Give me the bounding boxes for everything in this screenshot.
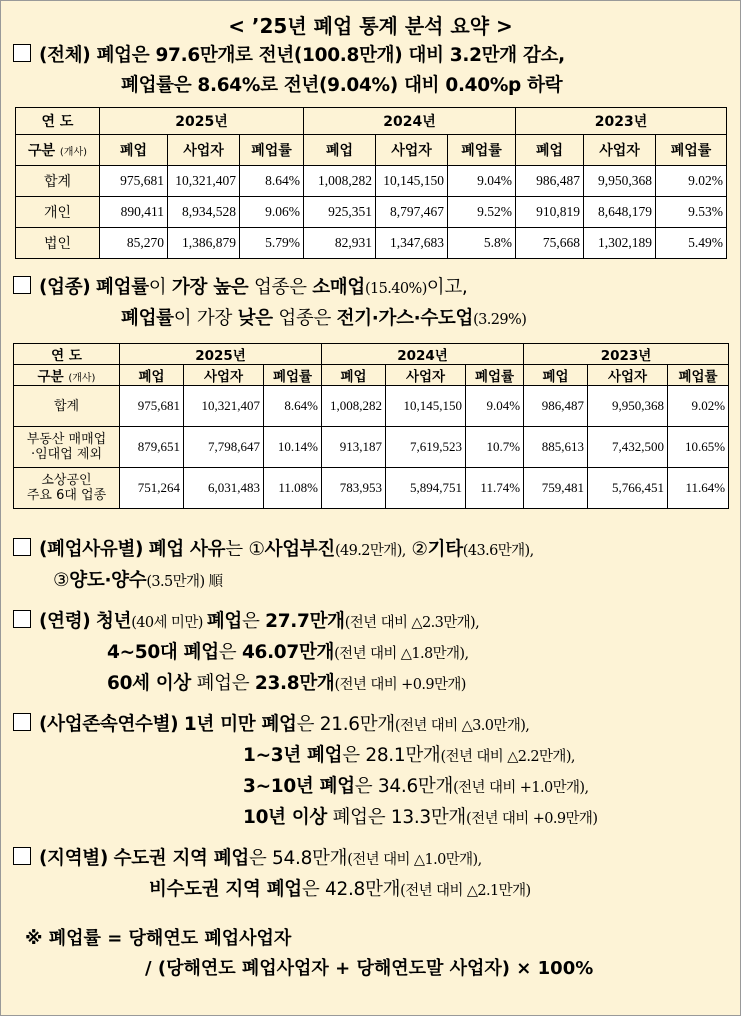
cell: 7,432,500 — [588, 427, 668, 468]
text-span: 은 42.8만개 — [301, 879, 401, 900]
text-span: 이 가장 — [173, 308, 238, 329]
text-span: 전기·가스·수도업 — [336, 308, 474, 329]
cell: 986,487 — [516, 166, 584, 197]
cell: 8.64% — [240, 166, 304, 197]
text-span: 폐업률 — [96, 277, 149, 298]
text-span: (전년 대비 △2.3만개), — [344, 615, 480, 631]
reason-section — [13, 535, 728, 597]
industry-section — [13, 273, 728, 335]
table-row — [14, 468, 729, 509]
cell: 910,819 — [516, 197, 584, 228]
text-span: 이고, — [426, 277, 468, 298]
cell: 5.79% — [240, 228, 304, 259]
overall-line-2 — [13, 71, 728, 101]
cell: 9,950,368 — [588, 386, 668, 427]
cell: 1,302,189 — [584, 228, 656, 259]
cell: 986,487 — [524, 386, 588, 427]
cell: 1,347,683 — [376, 228, 448, 259]
overall-text-2: 폐업률은 8.64%로 전년(9.04%) 대비 0.40%p 하락 — [121, 75, 563, 96]
cell: 8.64% — [264, 386, 322, 427]
text-span: (3.29%) — [473, 312, 527, 328]
cell: 8,648,179 — [584, 197, 656, 228]
column-header: 폐업 — [100, 135, 168, 166]
column-header: 사업자 — [588, 365, 668, 386]
cell: 75,668 — [516, 228, 584, 259]
cell: 10,145,150 — [386, 386, 466, 427]
year-header: 2023년 — [524, 344, 729, 365]
cell: 8,797,467 — [376, 197, 448, 228]
table-corner-category: 구분 (개사) — [16, 135, 100, 166]
column-header: 폐업률 — [264, 365, 322, 386]
cell: 5.49% — [656, 228, 727, 259]
overall-section — [13, 41, 728, 101]
text-span: (15.40%) — [364, 281, 427, 297]
cell: 885,613 — [524, 427, 588, 468]
row-label: 합계 — [16, 166, 100, 197]
cell: 5,894,751 — [386, 468, 466, 509]
page-title: < ’25년 폐업 통계 분석 요약 > — [228, 14, 513, 38]
overall-tag: (전체) — [39, 45, 91, 66]
overall-line-1 — [13, 41, 728, 71]
formula-line-1: ※ 폐업률 = 당해연도 폐업사업자 — [25, 928, 292, 949]
text-span: 폐업은 13.3만개 — [327, 807, 467, 828]
reason-line-1 — [13, 535, 728, 566]
table-row — [14, 427, 729, 468]
column-header: 사업자 — [168, 135, 240, 166]
text-span: 업종은 — [248, 277, 313, 298]
column-header: 사업자 — [584, 135, 656, 166]
duration-line-4 — [13, 803, 728, 834]
row-label: 개인 — [16, 197, 100, 228]
text-span: 1~3년 폐업 — [243, 745, 343, 766]
checkbox-square-icon — [13, 538, 31, 556]
text-span: 60세 이상 — [107, 673, 191, 694]
text-span: 기타 — [427, 539, 463, 560]
checkbox-square-icon — [13, 44, 31, 62]
text-span: 은 — [241, 611, 266, 632]
column-header: 폐업 — [516, 135, 584, 166]
table-row — [16, 228, 727, 259]
table-row — [16, 197, 727, 228]
text-span: 은 21.6만개 — [296, 714, 395, 735]
table-row — [14, 386, 729, 427]
text-span: (전년 대비 +0.9만개) — [466, 811, 598, 827]
duration-line-2 — [13, 741, 728, 772]
column-header: 폐업 — [322, 365, 386, 386]
industry-line-1 — [13, 273, 728, 304]
cell: 8,934,528 — [168, 197, 240, 228]
text-span: (43.6만개), — [462, 543, 534, 559]
text-span: 폐업 사유 — [148, 539, 226, 560]
column-header: 폐업률 — [466, 365, 524, 386]
table-row — [16, 166, 727, 197]
cell: 1,386,879 — [168, 228, 240, 259]
region-section — [13, 844, 728, 906]
row-label: 합계 — [14, 386, 120, 427]
age-line-1 — [13, 607, 728, 638]
text-span: ② — [405, 539, 428, 560]
text-span: 폐업률 — [121, 308, 174, 329]
text-span: 청년 — [96, 611, 132, 632]
column-header: 폐업 — [524, 365, 588, 386]
cell: 11.74% — [466, 468, 524, 509]
column-header: 사업자 — [386, 365, 466, 386]
text-span: (40세 미만) — [131, 615, 207, 631]
cell: 10.7% — [466, 427, 524, 468]
formula-note — [13, 924, 728, 984]
cell: 783,953 — [322, 468, 386, 509]
column-header: 폐업 — [120, 365, 184, 386]
cell: 5.8% — [448, 228, 516, 259]
duration-line-1 — [13, 710, 728, 741]
age-line-3 — [13, 669, 728, 700]
cell: 10,321,407 — [184, 386, 264, 427]
text-span: 양도·양수 — [69, 570, 147, 591]
text-span: 가장 높은 — [171, 277, 249, 298]
cell: 9.02% — [656, 166, 727, 197]
column-header: 폐업 — [304, 135, 376, 166]
table-corner-category: 구분 (개사) — [14, 365, 120, 386]
text-span: 은 — [218, 642, 242, 663]
cell: 10,321,407 — [168, 166, 240, 197]
cell: 6,031,483 — [184, 468, 264, 509]
text-span: 수도권 지역 폐업 — [113, 848, 249, 869]
table-corner-year: 연 도 — [14, 344, 120, 365]
text-span: (전년 대비 +0.9만개) — [334, 677, 466, 693]
industry-table — [13, 343, 729, 509]
table-corner-year: 연 도 — [16, 108, 100, 135]
text-span: 10년 이상 — [243, 807, 327, 828]
overall-text-1: 폐업은 97.6만개로 전년(100.8만개) 대비 3.2만개 감소, — [96, 45, 565, 66]
text-span: (3.5만개) 順 — [146, 574, 223, 590]
cell: 10,145,150 — [376, 166, 448, 197]
cell: 879,651 — [120, 427, 184, 468]
text-span: 비수도권 지역 폐업 — [149, 879, 302, 900]
reason-line-2 — [13, 566, 728, 597]
cell: 9.04% — [448, 166, 516, 197]
year-header: 2024년 — [304, 108, 516, 135]
column-header: 폐업률 — [668, 365, 729, 386]
cell: 10.14% — [264, 427, 322, 468]
text-span: 소매업 — [312, 277, 365, 298]
checkbox-square-icon — [13, 847, 31, 865]
cell: 751,264 — [120, 468, 184, 509]
duration-tag: (사업존속연수별) — [39, 714, 179, 735]
region-tag: (지역별) — [39, 848, 109, 869]
cell: 9.04% — [466, 386, 524, 427]
cell: 82,931 — [304, 228, 376, 259]
age-tag: (연령) — [39, 611, 91, 632]
cell: 890,411 — [100, 197, 168, 228]
cell: 9.06% — [240, 197, 304, 228]
text-span: 은 54.8만개 — [248, 848, 348, 869]
text-span: 4~50대 폐업 — [107, 642, 219, 663]
cell: 975,681 — [120, 386, 184, 427]
text-span: (전년 대비 △2.2만개), — [440, 749, 575, 765]
cell: 10.65% — [668, 427, 729, 468]
age-line-2 — [13, 638, 728, 669]
text-span: 은 34.6만개 — [354, 776, 454, 797]
column-header: 사업자 — [376, 135, 448, 166]
checkbox-square-icon — [13, 276, 31, 294]
column-header: 폐업률 — [240, 135, 304, 166]
age-section — [13, 607, 728, 700]
formula-line-2: / (당해연도 폐업사업자 + 당해연도말 사업자) × 100% — [145, 958, 594, 979]
text-span: 폐업 — [206, 611, 242, 632]
cell: 1,008,282 — [322, 386, 386, 427]
cell: 7,798,647 — [184, 427, 264, 468]
text-span: 46.07만개 — [241, 642, 335, 663]
text-span: 23.8만개 — [254, 673, 335, 694]
region-line-2 — [13, 875, 728, 906]
text-span: 3~10년 폐업 — [243, 776, 355, 797]
text-span: 27.7만개 — [265, 611, 345, 632]
column-header: 폐업률 — [448, 135, 516, 166]
region-line-1 — [13, 844, 728, 875]
overall-table — [15, 107, 727, 259]
row-label: 소상공인 주요 6대 업종 — [14, 468, 120, 509]
column-header: 사업자 — [184, 365, 264, 386]
text-span: 는 ① — [225, 539, 265, 560]
checkbox-square-icon — [13, 713, 31, 731]
cell: 5,766,451 — [588, 468, 668, 509]
column-header: 폐업률 — [656, 135, 727, 166]
cell: 925,351 — [304, 197, 376, 228]
text-span: (전년 대비 △2.1만개) — [400, 883, 531, 899]
cell: 913,187 — [322, 427, 386, 468]
text-span: 이 — [148, 277, 172, 298]
year-header: 2024년 — [322, 344, 524, 365]
text-span: ③ — [53, 570, 70, 591]
text-span: (49.2만개), — [334, 543, 406, 559]
text-span: 업종은 — [272, 308, 337, 329]
row-label: 부동산 매매업 ·임대업 제외 — [14, 427, 120, 468]
reason-tag: (폐업사유별) — [39, 539, 144, 560]
text-span: 1년 미만 폐업 — [183, 714, 297, 735]
cell: 11.08% — [264, 468, 322, 509]
industry-tag: (업종) — [39, 277, 91, 298]
cell: 85,270 — [100, 228, 168, 259]
text-span: (전년 대비 △1.8만개), — [334, 646, 469, 662]
duration-section — [13, 710, 728, 834]
industry-line-2 — [13, 304, 728, 335]
cell: 9.53% — [656, 197, 727, 228]
cell: 9,950,368 — [584, 166, 656, 197]
text-span: (전년 대비 △3.0만개), — [394, 718, 530, 734]
year-header: 2025년 — [100, 108, 304, 135]
text-span: 사업부진 — [264, 539, 335, 560]
cell: 11.64% — [668, 468, 729, 509]
cell: 975,681 — [100, 166, 168, 197]
checkbox-square-icon — [13, 610, 31, 628]
text-span: 은 28.1만개 — [342, 745, 441, 766]
cell: 9.02% — [668, 386, 729, 427]
text-span: (전년 대비 △1.0만개), — [347, 852, 482, 868]
year-header: 2023년 — [516, 108, 727, 135]
row-label: 법인 — [16, 228, 100, 259]
year-header: 2025년 — [120, 344, 322, 365]
text-span: 폐업은 — [191, 673, 255, 694]
cell: 7,619,523 — [386, 427, 466, 468]
cell: 1,008,282 — [304, 166, 376, 197]
text-span: (전년 대비 +1.0만개), — [453, 780, 589, 796]
cell: 9.52% — [448, 197, 516, 228]
duration-line-3 — [13, 772, 728, 803]
text-span: 낮은 — [237, 308, 273, 329]
cell: 759,481 — [524, 468, 588, 509]
